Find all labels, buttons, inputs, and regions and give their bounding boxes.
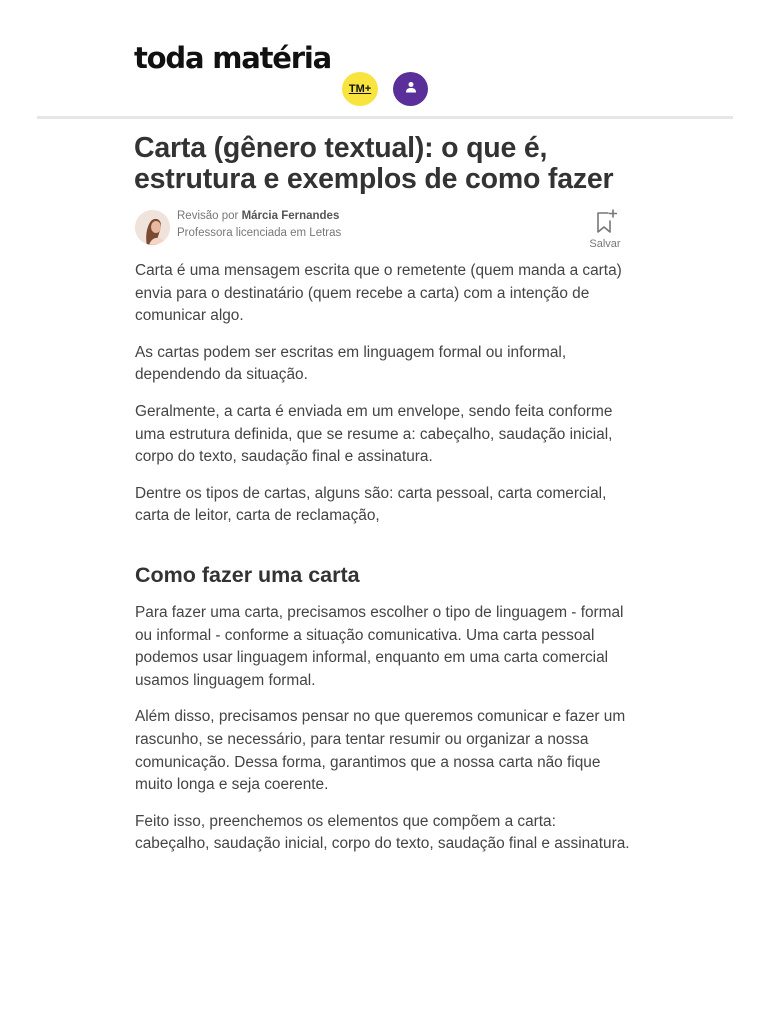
article-paragraph: Geralmente, a carta é enviada em um envelope, sendo feita conforme uma estrutura definida, que se resume a: cabeçalho, saudação inicial, corpo do texto, saudação final e assinatura. (135, 402, 613, 466)
article-paragraph: As cartas podem ser escritas em linguagem formal ou informal, dependendo da situação. (135, 343, 567, 384)
user-icon (405, 80, 417, 98)
site-header (0, 0, 768, 119)
site-logo[interactable]: toda matéria (134, 41, 331, 75)
review-line (177, 210, 339, 222)
article-paragraph: Carta é uma mensagem escrita que o remetente (quem manda a carta) envia para o destinatário (quem recebe a carta) com a intenção de comunicar algo. (135, 262, 622, 325)
review-prefix: Revisão por (177, 210, 242, 222)
section-paragraph: Além disso, precisamos pensar no que queremos comunicar e fazer um rascunho, se necessário, para tentar resumir ou organizar a nossa comunicação. Dessa forma, garantimos que a nossa carta não fique muito longa e seja coerente. (135, 708, 626, 794)
premium-button[interactable]: TM+ (342, 72, 378, 106)
user-account-button[interactable] (393, 72, 428, 106)
reviewer-name[interactable]: Márcia Fernandes (241, 210, 340, 222)
reviewer-avatar (135, 210, 170, 245)
section-paragraph: Feito isso, preenchemos os elementos que compõem a carta: cabeçalho, saudação inicial, corpo do texto, saudação final e assinatura. (135, 812, 630, 853)
save-label: Salvar (589, 238, 621, 250)
article-byline (135, 209, 635, 257)
save-button[interactable] (587, 209, 623, 255)
section-heading: Como fazer uma carta (135, 562, 360, 587)
article-body (135, 260, 633, 870)
section-paragraph: Para fazer uma carta, precisamos escolher o tipo de linguagem - formal ou informal - conforme a situação comunicativa. Uma carta pessoal podemos usar linguagem informal, enquanto em uma carta comercial usamos linguagem formal. (135, 603, 624, 689)
bookmark-add-icon (595, 209, 617, 240)
article-paragraph: Dentre os tipos de cartas, alguns são: carta pessoal, carta comercial, carta de leitor, carta de reclamação, (135, 484, 607, 525)
article-title: Carta (gênero textual): o que é, estrutura e exemplos de como fazer (134, 132, 614, 195)
reviewer-role: Professora licenciada em Letras (177, 227, 342, 239)
header-divider (37, 116, 733, 119)
